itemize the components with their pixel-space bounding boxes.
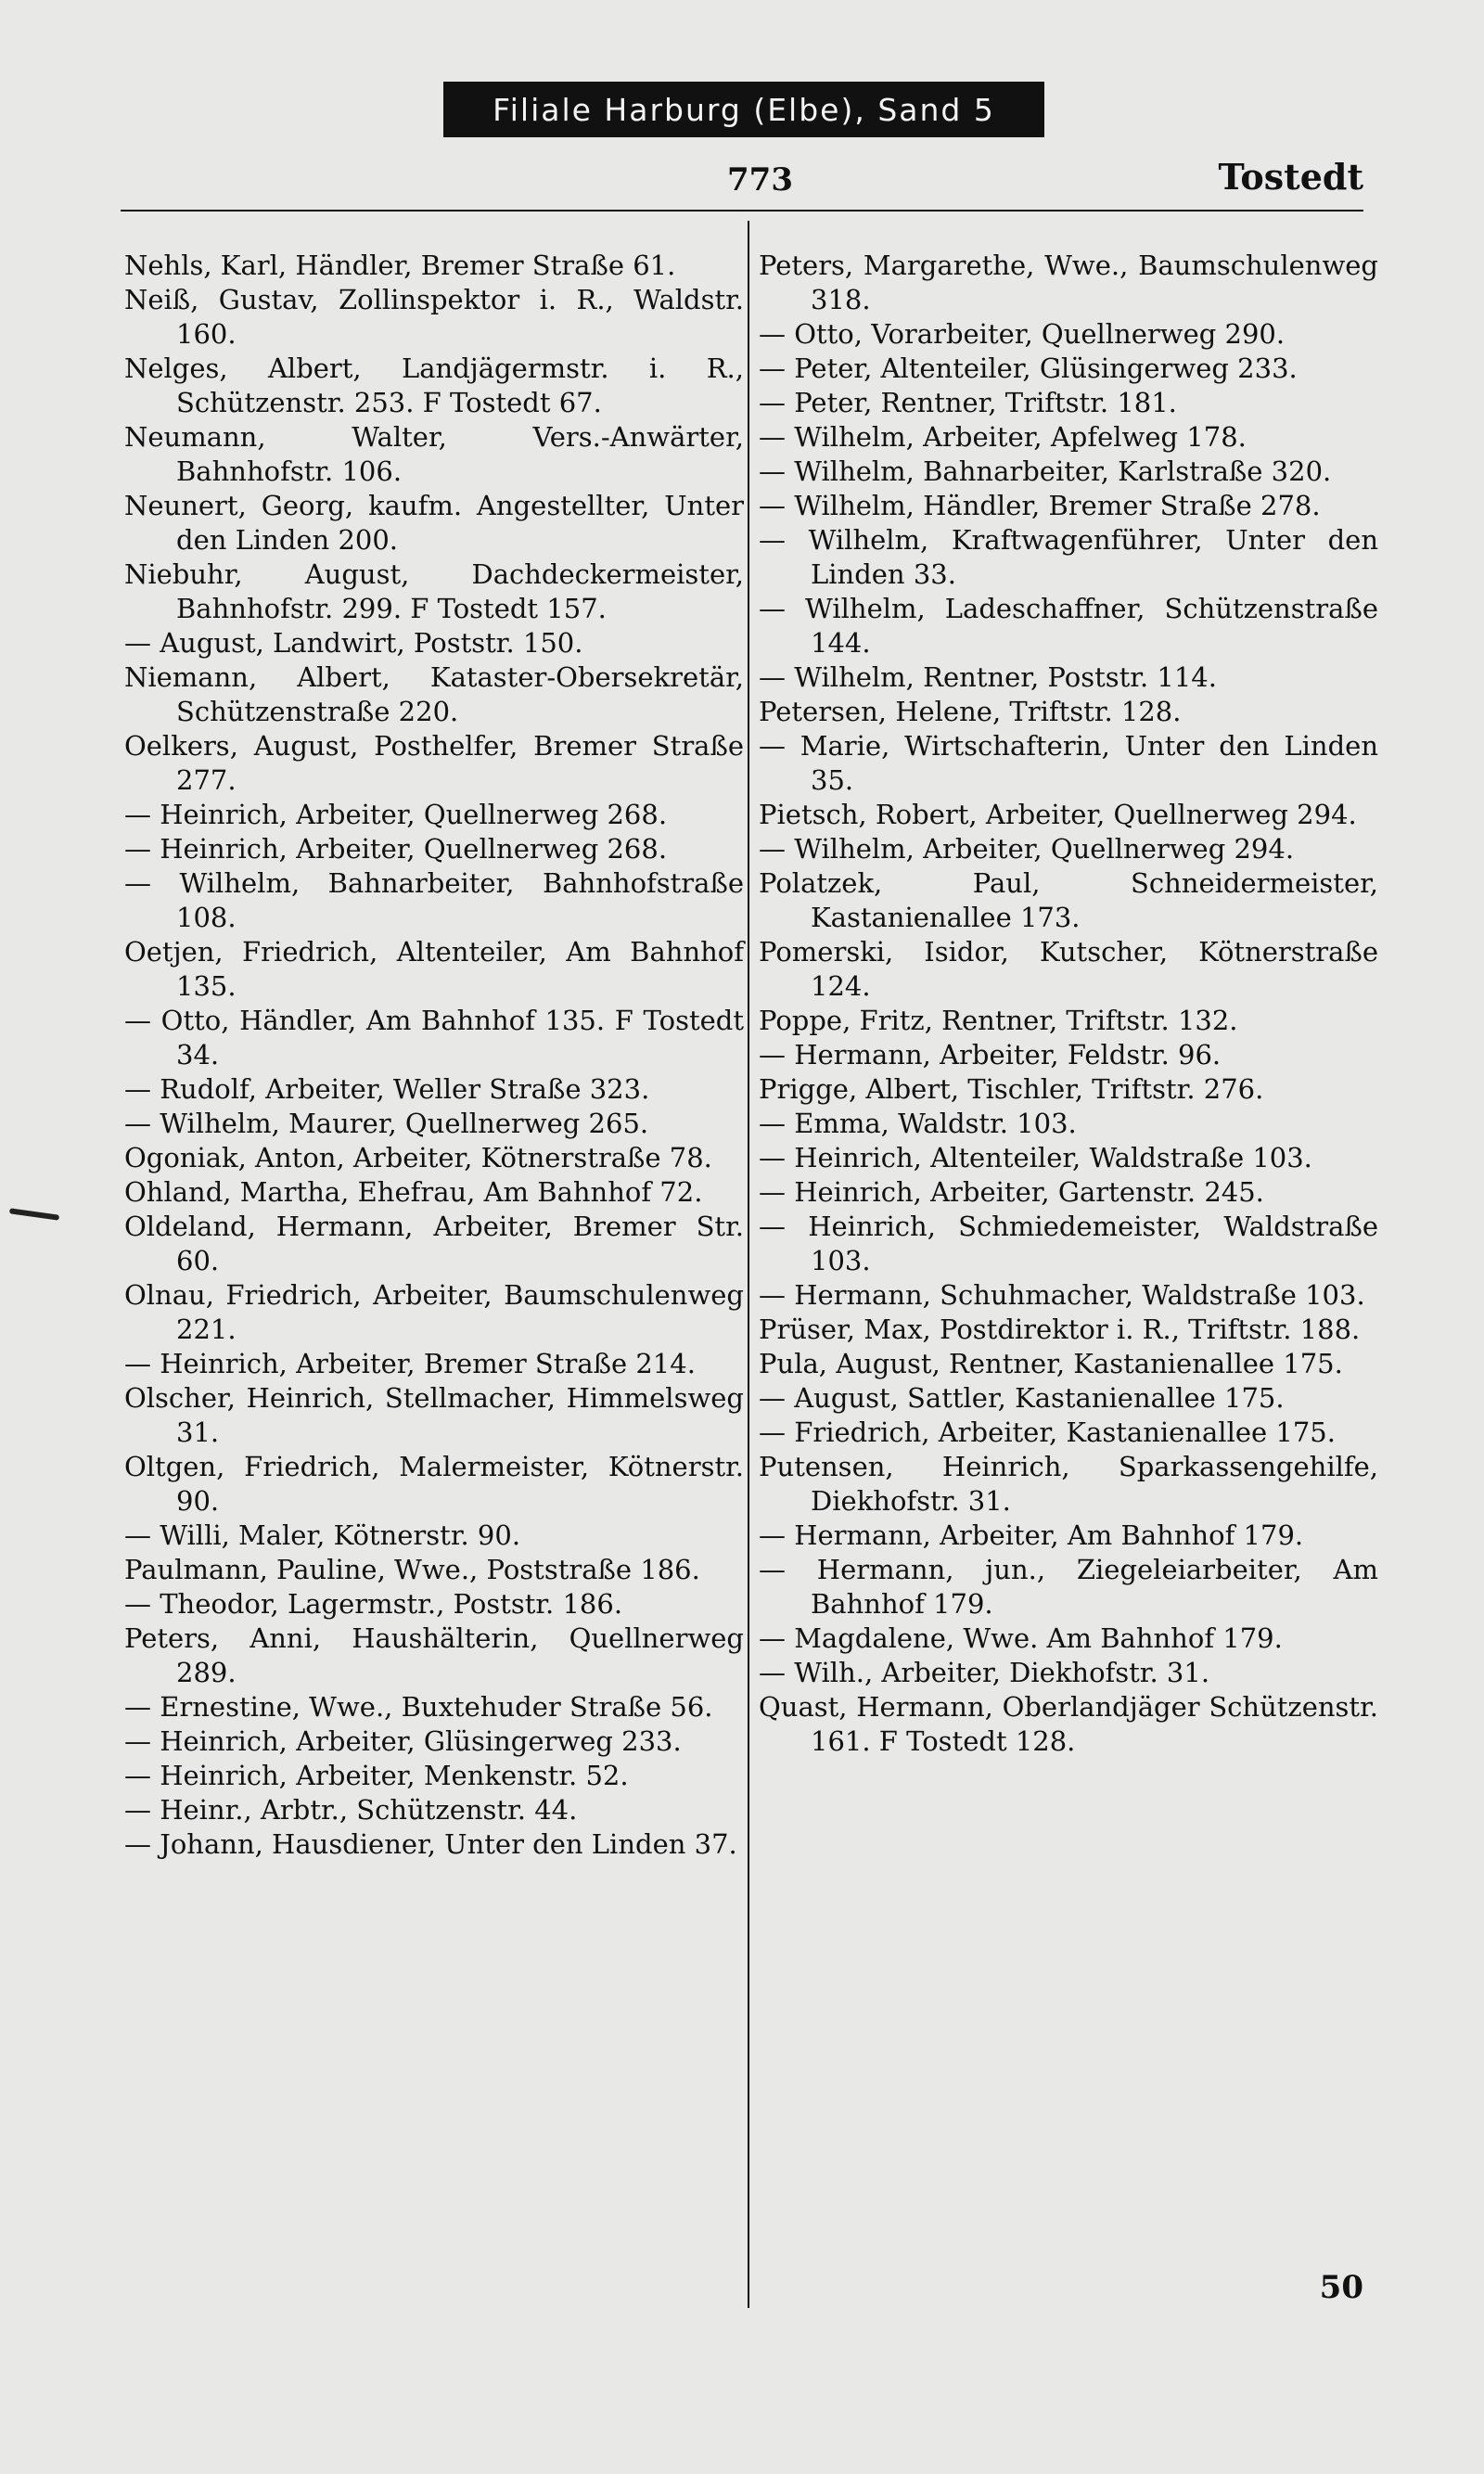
margin-pencil-mark [9, 1208, 59, 1220]
header-place-name: Tostedt [1218, 156, 1363, 198]
directory-entry: Putensen, Heinrich, Sparkassengehilfe, Diekhofstr. 31. [759, 1451, 1378, 1517]
directory-entry: Quast, Hermann, Oberlandjäger Schützenstr. 161. F Tostedt 128. [759, 1691, 1378, 1757]
directory-entry: — Theodor, Lagermstr., Poststr. 186. [124, 1588, 623, 1620]
directory-entry: Prüser, Max, Postdirektor i. R., Triftstr. 188. [759, 1314, 1361, 1345]
directory-entry: Polatzek, Paul, Schneidermeister, Kastanienallee 173. [759, 867, 1378, 933]
directory-entry: Paulmann, Pauline, Wwe., Poststraße 186. [124, 1554, 700, 1585]
directory-entry: Nehls, Karl, Händler, Bremer Straße 61. [124, 250, 676, 281]
directory-entry: — Peter, Rentner, Triftstr. 181. [759, 387, 1177, 418]
directory-entry: Oldeland, Hermann, Arbeiter, Bremer Str. 60. [124, 1211, 744, 1276]
directory-entry: Poppe, Fritz, Rentner, Triftstr. 132. [759, 1005, 1238, 1036]
directory-entry: Neumann, Walter, Vers.-Anwärter, Bahnhofstr. 106. [124, 421, 744, 487]
left-column [124, 249, 744, 1862]
directory-entry: — Wilhelm, Arbeiter, Apfelweg 178. [759, 421, 1247, 453]
directory-entry: — August, Landwirt, Poststr. 150. [124, 627, 583, 659]
directory-entry: Prigge, Albert, Tischler, Triftstr. 276. [759, 1073, 1264, 1105]
directory-entry: — Heinrich, Schmiedemeister, Waldstraße 103. [759, 1211, 1378, 1276]
directory-entry: — Emma, Waldstr. 103. [759, 1108, 1077, 1139]
directory-entry: — Hermann, Arbeiter, Am Bahnhof 179. [759, 1519, 1304, 1551]
directory-entry: Nelges, Albert, Landjägermstr. i. R., Schützenstr. 253. F Tostedt 67. [124, 353, 744, 418]
directory-entry: — Hermann, jun., Ziegeleiarbeiter, Am Bahnhof 179. [759, 1554, 1378, 1620]
directory-entry: — Friedrich, Arbeiter, Kastanienallee 175. [759, 1416, 1336, 1448]
directory-entry: Ohland, Martha, Ehefrau, Am Bahnhof 72. [124, 1176, 703, 1208]
directory-entry: — Heinrich, Arbeiter, Quellnerweg 268. [124, 833, 668, 865]
directory-entry: — Peter, Altenteiler, Glüsingerweg 233. [759, 353, 1298, 384]
directory-entry: — Rudolf, Arbeiter, Weller Straße 323. [124, 1073, 650, 1105]
directory-entry: — Wilhelm, Kraftwagenführer, Unter den Linden 33. [759, 524, 1378, 590]
branch-stamp: Filiale Harburg (Elbe), Sand 5 [443, 82, 1044, 137]
directory-entry: — Wilhelm, Maurer, Quellnerweg 265. [124, 1108, 649, 1139]
directory-entry: — Heinrich, Altenteiler, Waldstraße 103. [759, 1142, 1312, 1173]
directory-entry: Peters, Anni, Haushälterin, Quellnerweg 289. [124, 1622, 744, 1688]
directory-entry: Petersen, Helene, Triftstr. 128. [759, 696, 1182, 727]
directory-entry: — Heinrich, Arbeiter, Menkenstr. 52. [124, 1760, 629, 1791]
directory-entry: — August, Sattler, Kastanienallee 175. [759, 1382, 1285, 1414]
directory-entry: Niemann, Albert, Kataster-Obersekretär, Schützenstraße 220. [124, 661, 744, 727]
directory-entry: Ogoniak, Anton, Arbeiter, Kötnerstraße 78. [124, 1142, 712, 1173]
directory-entry: — Ernestine, Wwe., Buxtehuder Straße 56. [124, 1691, 713, 1723]
column-divider [748, 221, 749, 2308]
directory-entry: Pietsch, Robert, Arbeiter, Quellnerweg 294. [759, 799, 1357, 830]
directory-entry: Pula, August, Rentner, Kastanienallee 175. [759, 1348, 1343, 1379]
directory-entry: — Wilhelm, Rentner, Poststr. 114. [759, 661, 1217, 693]
directory-entry: — Marie, Wirtschafterin, Unter den Linden 35. [759, 730, 1378, 796]
directory-entry: Olnau, Friedrich, Arbeiter, Baumschulenweg 221. [124, 1279, 744, 1345]
directory-entry: Pomerski, Isidor, Kutscher, Kötnerstraße 124. [759, 936, 1378, 1002]
directory-entry: — Willi, Maler, Kötnerstr. 90. [124, 1519, 521, 1551]
directory-entry: — Wilhelm, Ladeschaffner, Schützenstraße 144. [759, 593, 1378, 659]
directory-entry: — Otto, Vorarbeiter, Quellnerweg 290. [759, 318, 1286, 350]
directory-entry: Olscher, Heinrich, Stellmacher, Himmelsweg 31. [124, 1382, 744, 1448]
directory-entry: — Wilhelm, Händler, Bremer Straße 278. [759, 490, 1321, 521]
directory-entry: Neiß, Gustav, Zollinspektor i. R., Waldstr. 160. [124, 284, 744, 350]
directory-entry: — Wilhelm, Arbeiter, Quellnerweg 294. [759, 833, 1295, 865]
directory-entry: — Wilh., Arbeiter, Diekhofstr. 31. [759, 1657, 1210, 1688]
header-rule [121, 210, 1363, 212]
directory-entry: — Johann, Hausdiener, Unter den Linden 37. [124, 1828, 737, 1860]
directory-entry: Oelkers, August, Posthelfer, Bremer Straße 277. [124, 730, 744, 796]
directory-entry: — Heinrich, Arbeiter, Gartenstr. 245. [759, 1176, 1264, 1208]
right-column [759, 249, 1378, 1759]
directory-entry: — Heinrich, Arbeiter, Bremer Straße 214. [124, 1348, 696, 1379]
directory-entry: — Magdalene, Wwe. Am Bahnhof 179. [759, 1622, 1283, 1654]
directory-entry: — Wilhelm, Bahnarbeiter, Karlstraße 320. [759, 455, 1332, 487]
directory-entry: — Hermann, Schuhmacher, Waldstraße 103. [759, 1279, 1365, 1311]
directory-entry: — Heinr., Arbtr., Schützenstr. 44. [124, 1794, 578, 1826]
directory-entry: Peters, Margarethe, Wwe., Baumschulenweg 318. [759, 250, 1378, 315]
directory-entry: — Wilhelm, Bahnarbeiter, Bahnhofstraße 108. [124, 867, 744, 933]
directory-entry: Oetjen, Friedrich, Altenteiler, Am Bahnhof 135. [124, 936, 744, 1002]
directory-entry: Neunert, Georg, kaufm. Angestellter, Unter den Linden 200. [124, 490, 744, 556]
footer-page-number: 50 [1319, 2269, 1363, 2306]
directory-entry: — Heinrich, Arbeiter, Quellnerweg 268. [124, 799, 668, 830]
page-number: 773 [727, 161, 793, 199]
directory-entry: — Hermann, Arbeiter, Feldstr. 96. [759, 1039, 1222, 1070]
directory-entry: — Otto, Händler, Am Bahnhof 135. F Tostedt 34. [124, 1005, 744, 1070]
directory-entry: Oltgen, Friedrich, Malermeister, Kötnerstr. 90. [124, 1451, 744, 1517]
directory-entry: — Heinrich, Arbeiter, Glüsingerweg 233. [124, 1725, 682, 1757]
directory-entry: Niebuhr, August, Dachdeckermeister, Bahnhofstr. 299. F Tostedt 157. [124, 558, 744, 624]
